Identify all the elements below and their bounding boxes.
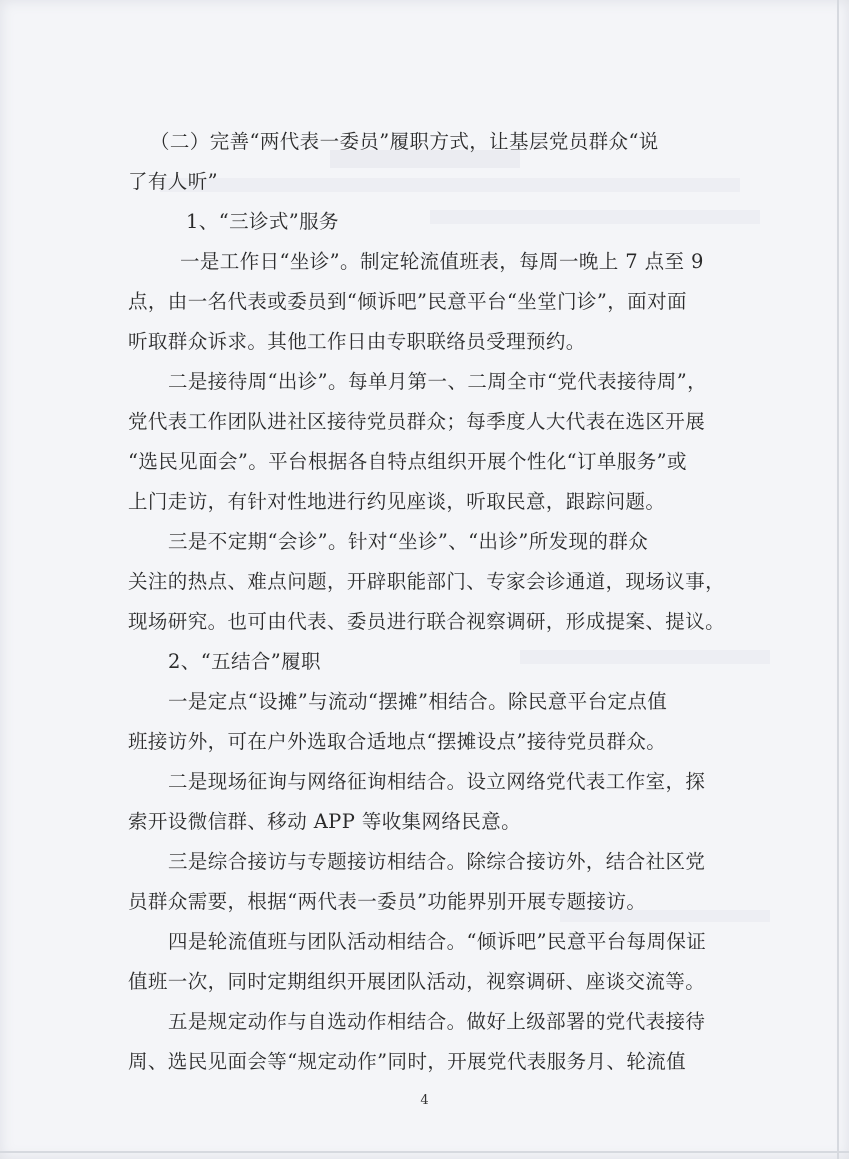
section-heading-line-1: （二）完善“两代表一委员”履职方式，让基层党员群众“说 <box>150 130 659 153</box>
paragraph-line: 上门走访，有针对性地进行约见座谈，听取民意，跟踪问题。 <box>128 490 666 513</box>
page-edge-bottom <box>0 1151 849 1153</box>
paragraph-line: 听取群众诉求。其他工作日由专职联络员受理预约。 <box>128 330 586 353</box>
paragraph-line: 四是轮流值班与团队活动相结合。“倾诉吧”民意平台每周保证 <box>168 930 707 953</box>
paragraph-line: 现场研究。也可由代表、委员进行联合视察调研，形成提案、提议。 <box>128 610 726 633</box>
paragraph-line: 二是接待周“出诊”。每单月第一、二周全市“党代表接待周”， <box>168 370 707 393</box>
subheading-three-diagnosis: 1、“三诊式”服务 <box>186 210 339 233</box>
body-text <box>128 122 778 1082</box>
paragraph-line: 点，由一名代表或委员到“倾诉吧”民意平台“坐堂门诊”，面对面 <box>128 290 687 313</box>
section-heading-line-2: 了有人听” <box>128 170 218 193</box>
paragraph-line: 员群众需要，根据“两代表一委员”功能界别开展专题接访。 <box>128 890 647 913</box>
paragraph-line: 关注的热点、难点问题，开辟职能部门、专家会诊通道，现场议事， <box>128 570 726 593</box>
page-number: 4 <box>420 1093 429 1108</box>
paragraph-line: “选民见面会”。平台根据各自特点组织开展个性化“订单服务”或 <box>128 450 687 473</box>
paragraph-line: 党代表工作团队进社区接待党员群众；每季度人大代表在选区开展 <box>128 410 706 433</box>
paragraph-line: 索开设微信群、移动 APP 等收集网络民意。 <box>128 810 522 833</box>
paragraph-line: 三是不定期“会诊”。针对“坐诊”、“出诊”所发现的群众 <box>168 530 649 553</box>
subheading-five-combinations: 2、“五结合”履职 <box>168 650 321 673</box>
paragraph-line: 一是定点“设摊”与流动“摆摊”相结合。除民意平台定点值 <box>168 690 668 713</box>
paragraph-line: 值班一次，同时定期组织开展团队活动，视察调研、座谈交流等。 <box>128 970 706 993</box>
paragraph-line: 周、选民见面会等“规定动作”同时，开展党代表服务月、轮流值 <box>128 1050 687 1073</box>
paragraph-line: 一是工作日“坐诊”。制定轮流值班表，每周一晚上 7 点至 9 <box>180 250 704 273</box>
paragraph-line: 二是现场征询与网络征询相结合。设立网络党代表工作室，探 <box>168 770 706 793</box>
paragraph-line: 班接访外，可在户外选取合适地点“摆摊设点”接待党员群众。 <box>128 730 667 753</box>
paragraph-line: 五是规定动作与自选动作相结合。做好上级部署的党代表接待 <box>168 1010 706 1033</box>
page-edge-right <box>837 0 839 1159</box>
paragraph-line: 三是综合接访与专题接访相结合。除综合接访外，结合社区党 <box>168 850 706 873</box>
